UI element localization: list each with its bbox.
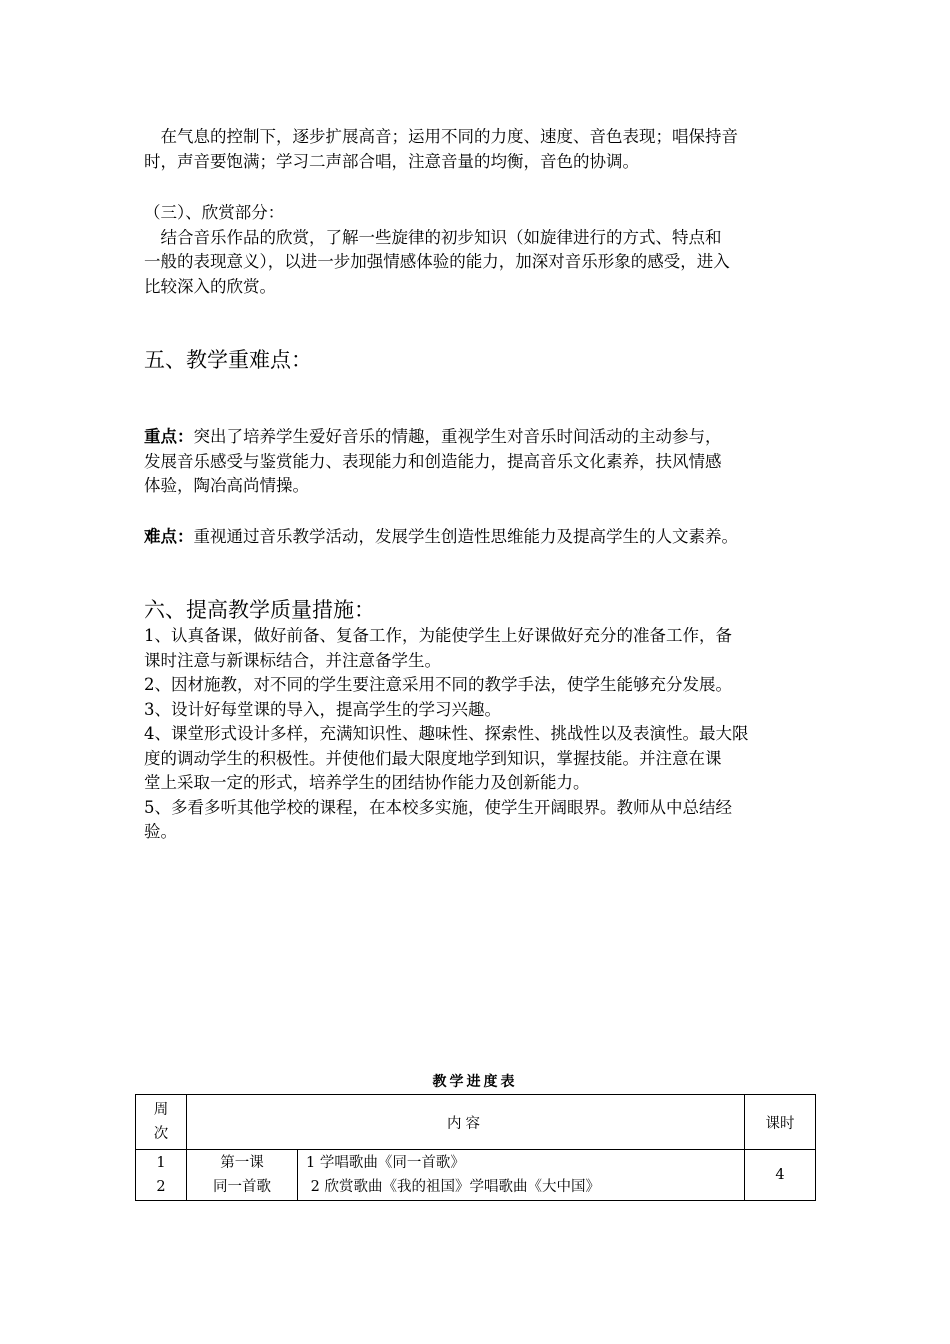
- lesson-item: 1 学唱歌曲《同一首歌》: [306, 1155, 465, 1171]
- singing-paragraph: [144, 125, 812, 174]
- section6-heading: 六、提高教学质量措施：: [144, 598, 375, 622]
- schedule-table: [135, 1094, 816, 1201]
- week-number: 1: [156, 1155, 166, 1171]
- lesson-title: 同一首歌: [213, 1179, 271, 1195]
- header-content: 内容: [187, 1095, 745, 1150]
- paragraph-line: 体验，陶冶高尚情操。: [144, 476, 309, 495]
- list-item: 2、因材施教，对不同的学生要注意采用不同的教学手法，使学生能够充分发展。: [144, 675, 732, 694]
- header-week: [136, 1095, 187, 1150]
- lesson-number: 第一课: [220, 1155, 264, 1171]
- week-number: 2: [156, 1179, 166, 1195]
- list-item: 堂上采取一定的形式，培养学生的团结协作能力及创新能力。: [144, 773, 590, 792]
- paragraph-line: 发展音乐感受与鉴赏能力、表现能力和创造能力，提高音乐文化素养，扶风情感: [144, 451, 722, 471]
- difficulty-text: 重视通过音乐教学活动，发展学生创造性思维能力及提高学生的人文素养。: [193, 527, 738, 546]
- key-points-line-1: [144, 425, 812, 450]
- header-week-line2: 次: [153, 1126, 169, 1142]
- list-item: 度的调动学生的积极性。并使他们最大限度地学到知识，掌握技能。并注意在课: [144, 748, 722, 768]
- key-label: 重点：: [144, 427, 194, 446]
- paragraph-line: 一般的表现意义），以进一步加强情感体验的能力，加深对音乐形象的感受，进入: [144, 252, 730, 271]
- difficulty-label: 难点：: [144, 527, 194, 546]
- header-week-line1: 周: [153, 1102, 169, 1118]
- list-item: 3、设计好每堂课的导入，提高学生的学习兴趣。: [144, 699, 501, 719]
- paragraph-line: 在气息的控制下，逐步扩展高音；运用不同的力度、速度、音色表现；唱保持音: [144, 127, 738, 146]
- difficulty-line: [144, 525, 812, 550]
- cell-lesson: [187, 1150, 298, 1201]
- appreciation-section: [144, 201, 812, 299]
- key-points-paragraph: [144, 425, 812, 499]
- list-item: 课时注意与新课标结合，并注意备学生。: [144, 650, 441, 670]
- paragraph-line: 时，声音要饱满；学习二声部合唱，注意音量的均衡，音色的协调。: [144, 151, 639, 171]
- list-item: 验。: [144, 822, 177, 841]
- paragraph-line: 比较深入的欣赏。: [144, 276, 276, 296]
- table-header-row: [136, 1095, 816, 1150]
- list-item: 4、课堂形式设计多样，充满知识性、趣味性、探索性、挑战性以及表演性。最大限: [144, 724, 749, 743]
- section5-heading: 五、教学重难点：: [144, 348, 312, 372]
- paragraph-line: 突出了培养学生爱好音乐的情趣，重视学生对音乐时间活动的主动参与，: [193, 427, 722, 446]
- cell-items: [298, 1150, 745, 1201]
- appreciation-title: （三）、欣赏部分：: [144, 203, 285, 222]
- table-row: [136, 1150, 816, 1201]
- difficulty-paragraph: [144, 525, 812, 550]
- list-item: 5、多看多听其他学校的课程，在本校多实施，使学生开阔眼界。教师从中总结经: [144, 797, 732, 817]
- lesson-item: 2 欣赏歌曲《我的祖国》学唱歌曲《大中国》: [306, 1179, 600, 1195]
- cell-hours: 4: [745, 1150, 816, 1201]
- paragraph-line: 结合音乐作品的欣赏，了解一些旋律的初步知识（如旋律进行的方式、特点和: [144, 227, 722, 247]
- list-item: 1、认真备课，做好前备、复备工作，为能使学生上好课做好充分的准备工作，备: [144, 626, 732, 645]
- header-hours: 课时: [745, 1095, 816, 1150]
- measures-list: [144, 624, 812, 845]
- cell-week: [136, 1150, 187, 1201]
- schedule-title: 教学进度表: [432, 1074, 518, 1090]
